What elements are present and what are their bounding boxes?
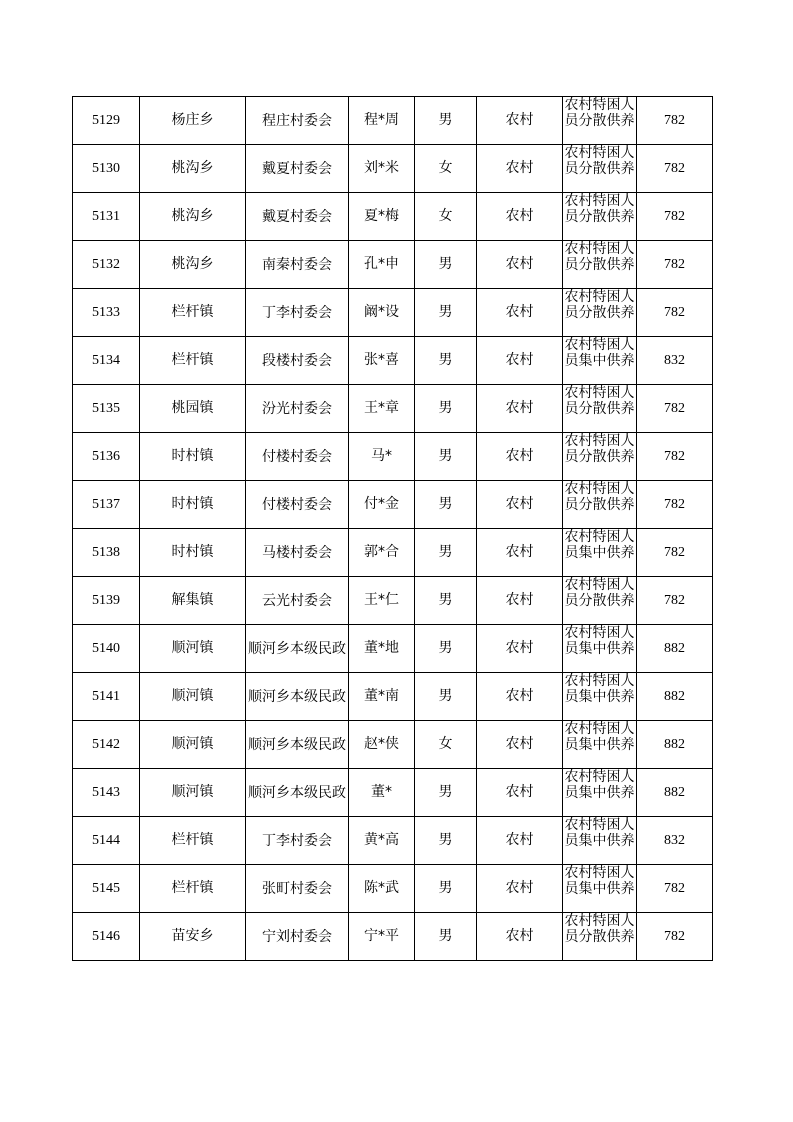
table-row <box>73 481 713 529</box>
cell-area: 农村 <box>477 769 563 817</box>
cell-category <box>563 721 637 769</box>
cell-name: 付*金 <box>349 481 415 529</box>
cell-village: 程庄村委会 <box>246 97 349 145</box>
cell-id: 5137 <box>73 481 140 529</box>
cell-township: 杨庄乡 <box>140 97 246 145</box>
category-text: 农村特困人员集中供养 <box>564 721 635 753</box>
cell-id: 5145 <box>73 865 140 913</box>
cell-id: 5146 <box>73 913 140 961</box>
cell-village: 付楼村委会 <box>246 481 349 529</box>
cell-amount: 782 <box>637 145 713 193</box>
cell-township: 时村镇 <box>140 433 246 481</box>
cell-area: 农村 <box>477 433 563 481</box>
cell-name: 郭*合 <box>349 529 415 577</box>
cell-gender: 男 <box>415 865 477 913</box>
cell-category <box>563 97 637 145</box>
cell-village: 顺河乡本级民政 <box>246 721 349 769</box>
table-row <box>73 913 713 961</box>
cell-name: 王*仁 <box>349 577 415 625</box>
cell-area: 农村 <box>477 337 563 385</box>
cell-id: 5134 <box>73 337 140 385</box>
cell-gender: 男 <box>415 337 477 385</box>
cell-name: 夏*梅 <box>349 193 415 241</box>
cell-category <box>563 481 637 529</box>
cell-township: 解集镇 <box>140 577 246 625</box>
cell-amount: 882 <box>637 769 713 817</box>
table-row <box>73 625 713 673</box>
cell-township: 时村镇 <box>140 529 246 577</box>
cell-village: 丁李村委会 <box>246 289 349 337</box>
cell-gender: 男 <box>415 385 477 433</box>
cell-area: 农村 <box>477 97 563 145</box>
category-text: 农村特困人员分散供养 <box>564 145 635 177</box>
cell-category <box>563 433 637 481</box>
cell-village: 戴夏村委会 <box>246 193 349 241</box>
cell-gender: 男 <box>415 817 477 865</box>
cell-village: 马楼村委会 <box>246 529 349 577</box>
cell-category <box>563 193 637 241</box>
table-row <box>73 865 713 913</box>
cell-area: 农村 <box>477 913 563 961</box>
cell-township: 桃园镇 <box>140 385 246 433</box>
cell-id: 5144 <box>73 817 140 865</box>
cell-village: 云光村委会 <box>246 577 349 625</box>
category-text: 农村特困人员分散供养 <box>564 577 635 609</box>
cell-name: 黄*高 <box>349 817 415 865</box>
cell-id: 5143 <box>73 769 140 817</box>
cell-amount: 782 <box>637 481 713 529</box>
cell-amount: 782 <box>637 433 713 481</box>
table-row <box>73 289 713 337</box>
category-text: 农村特困人员集中供养 <box>564 529 635 561</box>
cell-gender: 男 <box>415 673 477 721</box>
cell-township: 栏杆镇 <box>140 337 246 385</box>
cell-area: 农村 <box>477 481 563 529</box>
cell-gender: 男 <box>415 913 477 961</box>
cell-id: 5138 <box>73 529 140 577</box>
category-text: 农村特困人员分散供养 <box>564 193 635 225</box>
table-body <box>73 97 713 961</box>
cell-name: 董*地 <box>349 625 415 673</box>
category-text: 农村特困人员分散供养 <box>564 289 635 321</box>
cell-category <box>563 817 637 865</box>
cell-amount: 782 <box>637 865 713 913</box>
cell-category <box>563 769 637 817</box>
cell-village: 付楼村委会 <box>246 433 349 481</box>
category-text: 农村特困人员分散供养 <box>564 385 635 417</box>
cell-gender: 男 <box>415 289 477 337</box>
table-row <box>73 673 713 721</box>
cell-area: 农村 <box>477 529 563 577</box>
cell-id: 5142 <box>73 721 140 769</box>
cell-id: 5129 <box>73 97 140 145</box>
cell-name: 王*章 <box>349 385 415 433</box>
cell-category <box>563 625 637 673</box>
cell-village: 顺河乡本级民政 <box>246 673 349 721</box>
cell-township: 苗安乡 <box>140 913 246 961</box>
cell-id: 5136 <box>73 433 140 481</box>
cell-amount: 832 <box>637 337 713 385</box>
cell-amount: 832 <box>637 817 713 865</box>
cell-township: 桃沟乡 <box>140 241 246 289</box>
category-text: 农村特困人员集中供养 <box>564 817 635 849</box>
cell-name: 董*南 <box>349 673 415 721</box>
cell-category <box>563 673 637 721</box>
table-row <box>73 145 713 193</box>
cell-gender: 男 <box>415 97 477 145</box>
table-row <box>73 97 713 145</box>
cell-name: 张*喜 <box>349 337 415 385</box>
cell-township: 顺河镇 <box>140 721 246 769</box>
cell-area: 农村 <box>477 241 563 289</box>
table-row <box>73 193 713 241</box>
category-text: 农村特困人员集中供养 <box>564 673 635 705</box>
cell-area: 农村 <box>477 673 563 721</box>
cell-township: 顺河镇 <box>140 625 246 673</box>
cell-area: 农村 <box>477 865 563 913</box>
cell-name: 阚*设 <box>349 289 415 337</box>
category-text: 农村特困人员集中供养 <box>564 337 635 369</box>
cell-amount: 782 <box>637 289 713 337</box>
cell-area: 农村 <box>477 145 563 193</box>
cell-amount: 882 <box>637 673 713 721</box>
cell-amount: 782 <box>637 577 713 625</box>
cell-gender: 男 <box>415 433 477 481</box>
cell-id: 5140 <box>73 625 140 673</box>
cell-category <box>563 337 637 385</box>
cell-category <box>563 577 637 625</box>
category-text: 农村特困人员分散供养 <box>564 433 635 465</box>
category-text: 农村特困人员集中供养 <box>564 625 635 657</box>
cell-id: 5139 <box>73 577 140 625</box>
cell-gender: 男 <box>415 769 477 817</box>
cell-village: 张町村委会 <box>246 865 349 913</box>
category-text: 农村特困人员分散供养 <box>564 241 635 273</box>
cell-category <box>563 385 637 433</box>
category-text: 农村特困人员分散供养 <box>564 97 635 129</box>
cell-village: 顺河乡本级民政 <box>246 625 349 673</box>
cell-amount: 782 <box>637 913 713 961</box>
category-text: 农村特困人员集中供养 <box>564 865 635 897</box>
cell-amount: 782 <box>637 193 713 241</box>
table-row <box>73 241 713 289</box>
cell-id: 5135 <box>73 385 140 433</box>
category-text: 农村特困人员分散供养 <box>564 913 635 945</box>
cell-village: 宁刘村委会 <box>246 913 349 961</box>
cell-name: 刘*米 <box>349 145 415 193</box>
cell-category <box>563 529 637 577</box>
category-text: 农村特困人员集中供养 <box>564 769 635 801</box>
cell-village: 戴夏村委会 <box>246 145 349 193</box>
cell-village: 顺河乡本级民政 <box>246 769 349 817</box>
cell-category <box>563 865 637 913</box>
cell-village: 丁李村委会 <box>246 817 349 865</box>
cell-amount: 782 <box>637 241 713 289</box>
cell-township: 栏杆镇 <box>140 865 246 913</box>
table-row <box>73 577 713 625</box>
cell-area: 农村 <box>477 721 563 769</box>
table-row <box>73 817 713 865</box>
cell-gender: 男 <box>415 625 477 673</box>
cell-township: 桃沟乡 <box>140 193 246 241</box>
cell-category <box>563 145 637 193</box>
cell-amount: 882 <box>637 721 713 769</box>
cell-name: 程*周 <box>349 97 415 145</box>
cell-gender: 女 <box>415 145 477 193</box>
cell-id: 5132 <box>73 241 140 289</box>
cell-id: 5131 <box>73 193 140 241</box>
cell-id: 5130 <box>73 145 140 193</box>
cell-village: 南秦村委会 <box>246 241 349 289</box>
cell-id: 5141 <box>73 673 140 721</box>
table-row <box>73 529 713 577</box>
cell-area: 农村 <box>477 625 563 673</box>
cell-area: 农村 <box>477 193 563 241</box>
cell-name: 陈*武 <box>349 865 415 913</box>
table-row <box>73 433 713 481</box>
cell-township: 顺河镇 <box>140 673 246 721</box>
cell-village: 段楼村委会 <box>246 337 349 385</box>
data-table <box>72 96 713 961</box>
cell-amount: 882 <box>637 625 713 673</box>
cell-gender: 男 <box>415 577 477 625</box>
table-row <box>73 337 713 385</box>
cell-township: 栏杆镇 <box>140 289 246 337</box>
cell-area: 农村 <box>477 577 563 625</box>
cell-area: 农村 <box>477 817 563 865</box>
cell-township: 顺河镇 <box>140 769 246 817</box>
cell-gender: 男 <box>415 241 477 289</box>
cell-name: 宁*平 <box>349 913 415 961</box>
table-row <box>73 769 713 817</box>
cell-township: 栏杆镇 <box>140 817 246 865</box>
table-row <box>73 385 713 433</box>
cell-category <box>563 241 637 289</box>
cell-name: 董* <box>349 769 415 817</box>
cell-gender: 男 <box>415 481 477 529</box>
cell-amount: 782 <box>637 529 713 577</box>
cell-amount: 782 <box>637 385 713 433</box>
cell-name: 赵*侠 <box>349 721 415 769</box>
table-row <box>73 721 713 769</box>
cell-township: 桃沟乡 <box>140 145 246 193</box>
cell-area: 农村 <box>477 289 563 337</box>
cell-village: 汾光村委会 <box>246 385 349 433</box>
cell-category <box>563 289 637 337</box>
cell-amount: 782 <box>637 97 713 145</box>
cell-gender: 女 <box>415 193 477 241</box>
cell-name: 孔*申 <box>349 241 415 289</box>
cell-id: 5133 <box>73 289 140 337</box>
cell-gender: 男 <box>415 529 477 577</box>
cell-name: 马* <box>349 433 415 481</box>
cell-area: 农村 <box>477 385 563 433</box>
cell-category <box>563 913 637 961</box>
category-text: 农村特困人员分散供养 <box>564 481 635 513</box>
cell-township: 时村镇 <box>140 481 246 529</box>
cell-gender: 女 <box>415 721 477 769</box>
